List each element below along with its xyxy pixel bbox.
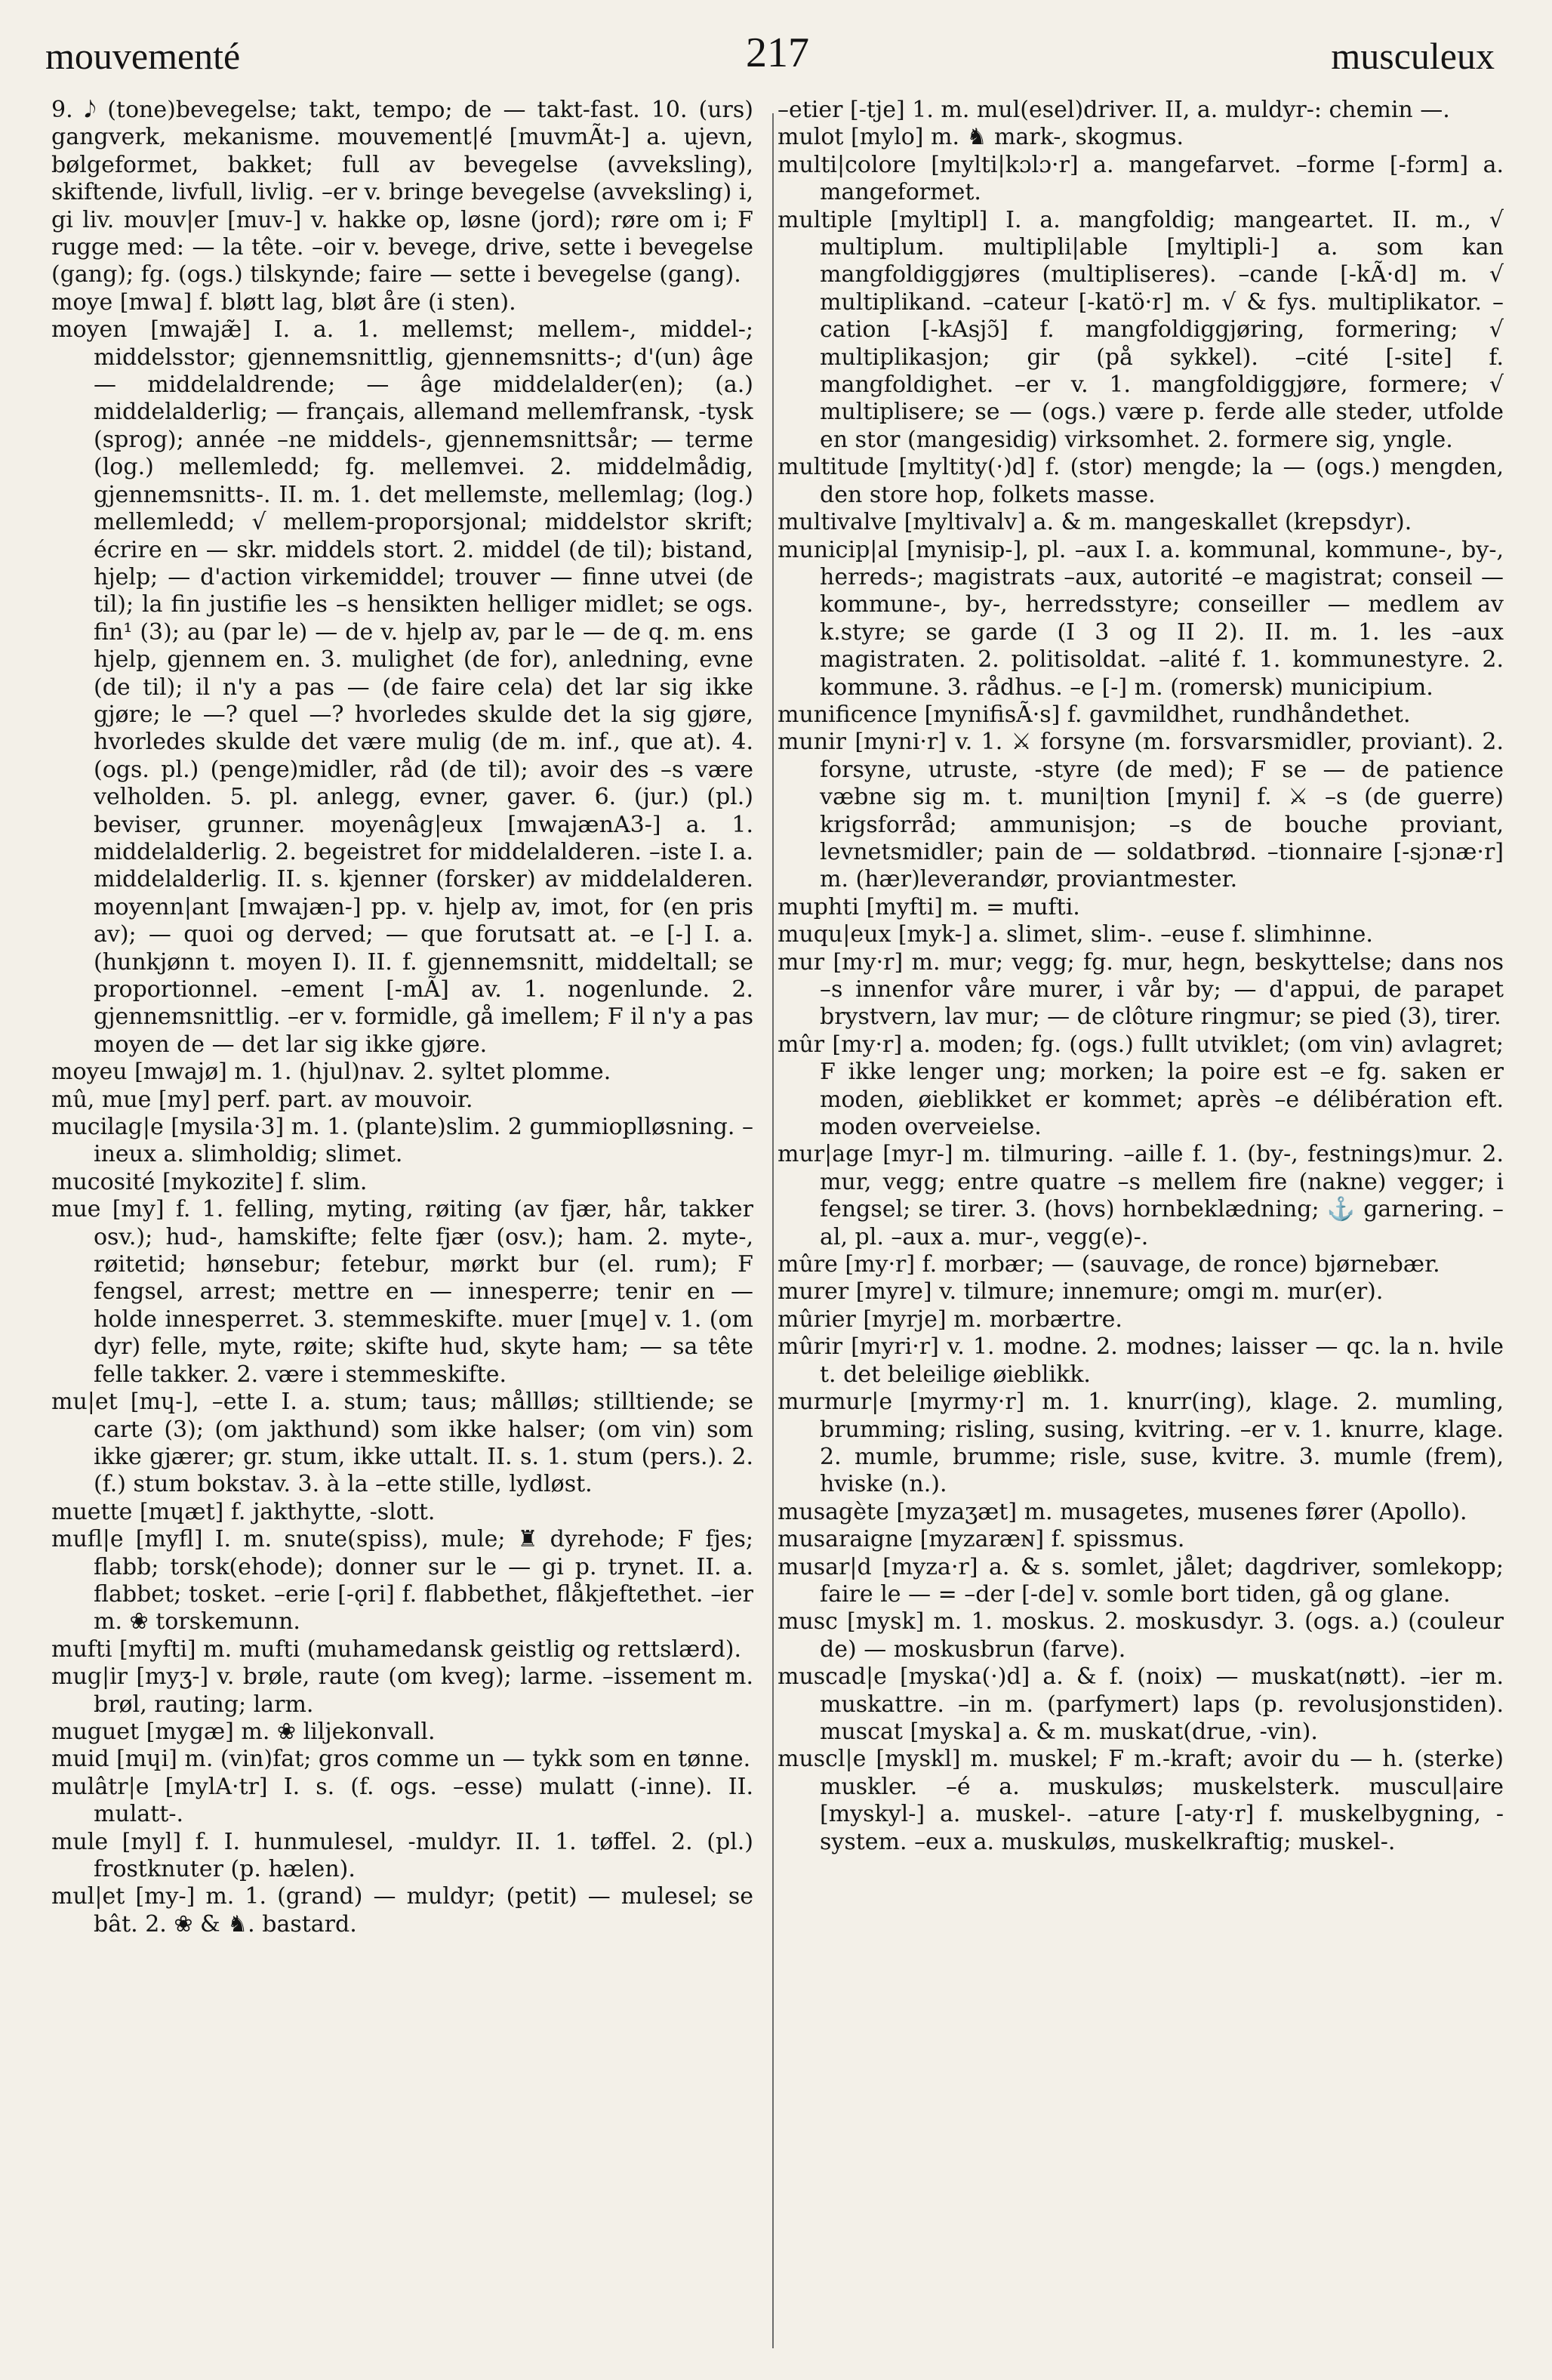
dictionary-entry: muscl|e [myskl] m. muskel; F m.-kraft; avoir du — h. (sterke) muskler. –é a. muskuløs; muskelsterk. muscul|aire [myskyl-] a. muskel-. –ature [-aty·r] f. muskelbygning, -system. –eux a. muskuløs, muskelkraftig; muskel-. bbox=[778, 1746, 1504, 1855]
dictionary-entry: mûr [my·r] a. moden; fg. (ogs.) fullt utviklet; (om vin) avlagret; F ikke lenger ung; morken; la poire est –e fg. saken er moden, øieblikket er kommet; après –e délibération eft. moden overveielse. bbox=[778, 1031, 1504, 1141]
left-column bbox=[51, 97, 753, 2354]
dictionary-entry: mûrier [myrje] m. morbærtre. bbox=[778, 1306, 1122, 1333]
dictionary-entry: mû, mue [my] perf. part. av mouvoir. bbox=[51, 1086, 473, 1113]
dictionary-entry: mur [my·r] m. mur; vegg; fg. mur, hegn, beskyttelse; dans nos –s innenfor våre murer, i vår by; — d'appui, de parapet brystvern, lav mur; — de clôture ringmur; se pied (3), tirer. bbox=[778, 948, 1504, 1031]
dictionary-entry: multivalve [myltivalv] a. & m. mangeskallet (krepsdyr). bbox=[778, 509, 1412, 536]
dictionary-entry: mur|age [myr-] m. tilmuring. –aille f. 1. (by-, festnings)mur. 2. mur, vegg; entre quatre –s mellem fire (nakne) vegger; i fengsel; se tirer. 3. (hovs) hornbeklædning; ⚓ garnering. –al, pl. –aux a. mur-, vegg(e)-. bbox=[778, 1141, 1504, 1250]
dictionary-entry: –etier [-tje] 1. m. mul(esel)driver. II, a. muldyr-: chemin —. bbox=[778, 97, 1450, 123]
dictionary-entry: musagète [myzaʒæt] m. musagetes, musenes fører (Apollo). bbox=[778, 1498, 1467, 1525]
header-first-word: mouvementé bbox=[45, 35, 241, 77]
dictionary-entry: 9. 𝅘𝅥𝅮 (tone)bevegelse; takt, tempo; de — takt-fast. 10. (urs) gangverk, mekanisme. mouvement|é [muvmÃt-] a. ujevn, bølgeformet, bakket; full av bevegelse (avveksling), skiftende, livfull, livlig. –er v. bringe bevegelse (avveksling) i, gi liv. mouv|er [muv-] v. hakke op, løsne (jord); røre om i; F rugge med: — la tête. –oir v. bevege, drive, sette i bevegelse (gang); fg. (ogs.) tilskynde; faire — sette i bevegelse (gang). bbox=[51, 97, 753, 288]
dictionary-entry: moyen [mwajæ̃] I. a. 1. mellemst; mellem-, middel-; middelsstor; gjennemsnittlig, gjennemsnitts-; d'(un) âge — middelaldrende; — âge middelalder(en); (a.) middelalderlig; — français, allemand mellemfransk, -tysk (sprog); année –ne middels-, gjennemsnittsår; — terme (log.) mellemledd; fg. mellemvei. 2. middelmådig, gjennemsnitts-. II. m. 1. det mellemste, mellemlag; (log.) mellemledd; √ mellem-proporsjonal; middelstor skrift; écrire en — skr. middels stort. 2. middel (de til); bistand, hjelp; — d'action virkemiddel; trouver — finne utvei (de til); la fin justifie les –s hensikten helliger midlet; se ogs. fin¹ (3); au (par le) — de v. hjelp av, par le — de q. m. ens hjelp, gjennem en. 3. mulighet (de for), anledning, evne (de til); il n'y a pas — (de faire cela) det lar sig ikke gjøre; le —? quel —? hvorledes skulde det la sig gjøre, hvorledes skulde det være mulig (de m. inf., que at). 4. (ogs. pl.) (penge)midler, råd (de til); avoir des –s være velholden. 5. pl. anlegg, evner, gaver. 6. (jur.) (pl.) beviser, grunner. moyenâg|eux [mwajænA3-] a. 1. middelalderlig. 2. begeistret for middelalderen. –iste I. a. middelalderlig. II. s. kjenner (forsker) av middelalderen. moyenn|ant [mwajæn-] pp. v. hjelp av, imot, for (en pris av); — quoi og derved; — que forutsatt at. –e [-] I. a. (hunkjønn t. moyen I). II. f. gjennemsnitt, middeltall; se proportionnel. –ement [-mÃ] av. 1. nogenlunde. 2. gjennemsnittlig. –er v. formidle, gå imellem; F il n'y a pas moyen de — det lar sig ikke gjøre. bbox=[51, 316, 753, 1058]
page-number: 217 bbox=[746, 29, 809, 76]
dictionary-entry: munir [myni·r] v. 1. ⚔ forsyne (m. forsvarsmidler, proviant). 2. forsyne, utruste, -styre (de med); F se — de patience væbne sig m. t. muni|tion [myni] f. ⚔ –s (de guerre) krigsforråd; ammunisjon; –s de bouche proviant, levnetsmidler; pain de — soldatbrød. –tionnaire [-sjɔnæ·r] m. (hær)leverandør, proviantmester. bbox=[778, 729, 1504, 893]
dictionary-entry: multi|colore [mylti|kɔlɔ·r] a. mangefarvet. –forme [-fɔrm] a. mangeformet. bbox=[778, 151, 1504, 206]
dictionary-entry: mufl|e [myfl] I. m. snute(spiss), mule; ♜ dyrehode; F fjes; flabb; torsk(ehode); donner sur le — gi p. trynet. II. a. flabbet; tosket. –erie [-ǫri] f. flabbethet, flåkjeftethet. –ier m. ❀ torskemunn. bbox=[51, 1526, 753, 1635]
dictionary-entry: mulot [mylo] m. ♞ mark-, skogmus. bbox=[778, 124, 1184, 151]
dictionary-entry: mûre [my·r] f. morbær; — (sauvage, de ronce) bjørnebær. bbox=[778, 1251, 1440, 1278]
dictionary-entry: mucosité [mykozite] f. slim. bbox=[51, 1168, 368, 1195]
dictionary-entry: musar|d [myza·r] a. & s. somlet, jålet; dagdriver, somlekopp; faire le — = –der [-de] v. somle bort tiden, gå og glane. bbox=[778, 1553, 1504, 1608]
dictionary-entry: mu|et [mɥ-], –ette I. a. stum; taus; mållløs; stilltiende; se carte (3); (om jakthund) som ikke halser; (om vin) som ikke gjærer; gr. stum, ikke uttalt. II. s. 1. stum (pers.). 2. (f.) stum bokstav. 3. à la –ette stille, lydløst. bbox=[51, 1389, 753, 1498]
dictionary-entry: muette [mɥæt] f. jakthytte, -slott. bbox=[51, 1498, 436, 1525]
dictionary-entry: multiple [myltipl] I. a. mangfoldig; mangeartet. II. m., √ multiplum. multipli|able [myltipli-] a. som kan mangfoldiggjøres (multipliseres). –cande [-kÃ·d] m. √ multiplikand. –cateur [-katö·r] m. √ & fys. multiplikator. –cation [-kAsjɔ̃] f. mangfoldiggjøring, formering; √ multiplikasjon; gir (på sykkel). –cité [-site] f. mangfoldighet. –er v. 1. mangfoldiggjøre, formere; √ multiplisere; se — (ogs.) være p. ferde alle steder, utfolde en stor (mangesidig) virksomhet. 2. formere sig, yngle. bbox=[778, 206, 1504, 453]
dictionary-entry: muid [mɥi] m. (vin)fat; gros comme un — tykk som en tønne. bbox=[51, 1746, 751, 1773]
dictionary-entry: muqu|eux [myk-] a. slimet, slim-. –euse f. slimhinne. bbox=[778, 921, 1373, 948]
dictionary-entry: multitude [myltity(·)d] f. (stor) mengde; la — (ogs.) mengden, den store hop, folkets masse. bbox=[778, 454, 1504, 508]
dictionary-entry: mue [my] f. 1. felling, myting, røiting (av fjær, hår, takker osv.); hud-, hamskifte; felte fjær (osv.); ham. 2. myte-, røitetid; hønsebur; fetebur, mørkt bur (el. rum); F fengsel, arrest; mettre en — innesperre; tenir en — holde innesperret. 3. stemmeskifte. muer [mɥe] v. 1. (om dyr) felle, myte, røite; skifte hud, skyte ham; — sa tête felle takker. 2. være i stemmeskifte. bbox=[51, 1196, 753, 1388]
dictionary-entry: mûrir [myri·r] v. 1. modne. 2. modnes; laisser — qc. la n. hvile t. det beleilige øieblikk. bbox=[778, 1333, 1504, 1388]
dictionary-entry: musc [mysk] m. 1. moskus. 2. moskusdyr. 3. (ogs. a.) (couleur de) — moskusbrun (farve). bbox=[778, 1608, 1504, 1663]
dictionary-entry: mule [myl] f. I. hunmulesel, -muldyr. II. 1. tøffel. 2. (pl.) frostknuter (p. hælen). bbox=[51, 1828, 753, 1882]
dictionary-entry: mucilag|e [mysila·3] m. 1. (plante)slim. 2 gummioplløsning. –ineux a. slimholdig; slimet. bbox=[51, 1114, 753, 1168]
right-column bbox=[778, 97, 1504, 2354]
dictionary-entry: mul|et [my-] m. 1. (grand) — muldyr; (petit) — mulesel; se bât. 2. ❀ & ♞. bastard. bbox=[51, 1883, 753, 1938]
dictionary-entry: murmur|e [myrmy·r] m. 1. knurr(ing), klage. 2. mumling, brumming; risling, susing, kvitring. –er v. 1. knurre, klage. 2. mumle, brumme; risle, suse, kvitre. 3. mumle (frem), hviske (n.). bbox=[778, 1389, 1504, 1498]
page-header bbox=[0, 0, 1552, 91]
dictionary-entry: mufti [myfti] m. mufti (muhamedansk geistlig og rettslærd). bbox=[51, 1635, 742, 1663]
dictionary-entry: mug|ir [myʒ-] v. brøle, raute (om kveg); larme. –issement m. brøl, rauting; larm. bbox=[51, 1663, 753, 1718]
dictionary-entry: muguet [mygæ] m. ❀ liljekonvall. bbox=[51, 1718, 436, 1745]
dictionary-entry: musaraigne [myzaræɴ] f. spissmus. bbox=[778, 1526, 1185, 1553]
dictionary-entry: murer [myre] v. tilmure; innemure; omgi m. mur(er). bbox=[778, 1278, 1384, 1306]
column-divider bbox=[772, 113, 774, 2348]
dictionary-entry: mulâtr|e [mylA·tr] I. s. (f. ogs. –esse) mulatt (-inne). II. mulatt-. bbox=[51, 1773, 753, 1828]
header-last-word: musculeux bbox=[1331, 35, 1495, 77]
dictionary-entry: munificence [mynifisÃ·s] f. gavmildhet, rundhåndethet. bbox=[778, 701, 1411, 728]
dictionary-entry: municip|al [mynisip-], pl. –aux I. a. kommunal, kommune-, by-, herreds-; magistrats –aux, autorité –e magistrat; conseil — kommune-, by-, herredsstyre; conseiller — medlem av k.styre; se garde (I 3 og II 2). II. m. 1. les –aux magistraten. 2. politisoldat. –alité f. 1. kommunestyre. 2. kommune. 3. rådhus. –e [-] m. (romersk) municipium. bbox=[778, 536, 1504, 701]
dictionary-entry: muphti [myfti] m. = mufti. bbox=[778, 893, 1080, 920]
dictionary-entry: moye [mwa] f. bløtt lag, bløt åre (i sten). bbox=[51, 288, 516, 316]
dictionary-entry: muscad|e [myska(·)d] a. & f. (noix) — muskat(nøtt). –ier m. muskattre. –in m. (parfymert) laps (p. revolusjonstiden). muscat [myska] a. & m. muskat(drue, -vin). bbox=[778, 1663, 1504, 1745]
dictionary-entry: moyeu [mwajø] m. 1. (hjul)nav. 2. syltet plomme. bbox=[51, 1059, 611, 1086]
